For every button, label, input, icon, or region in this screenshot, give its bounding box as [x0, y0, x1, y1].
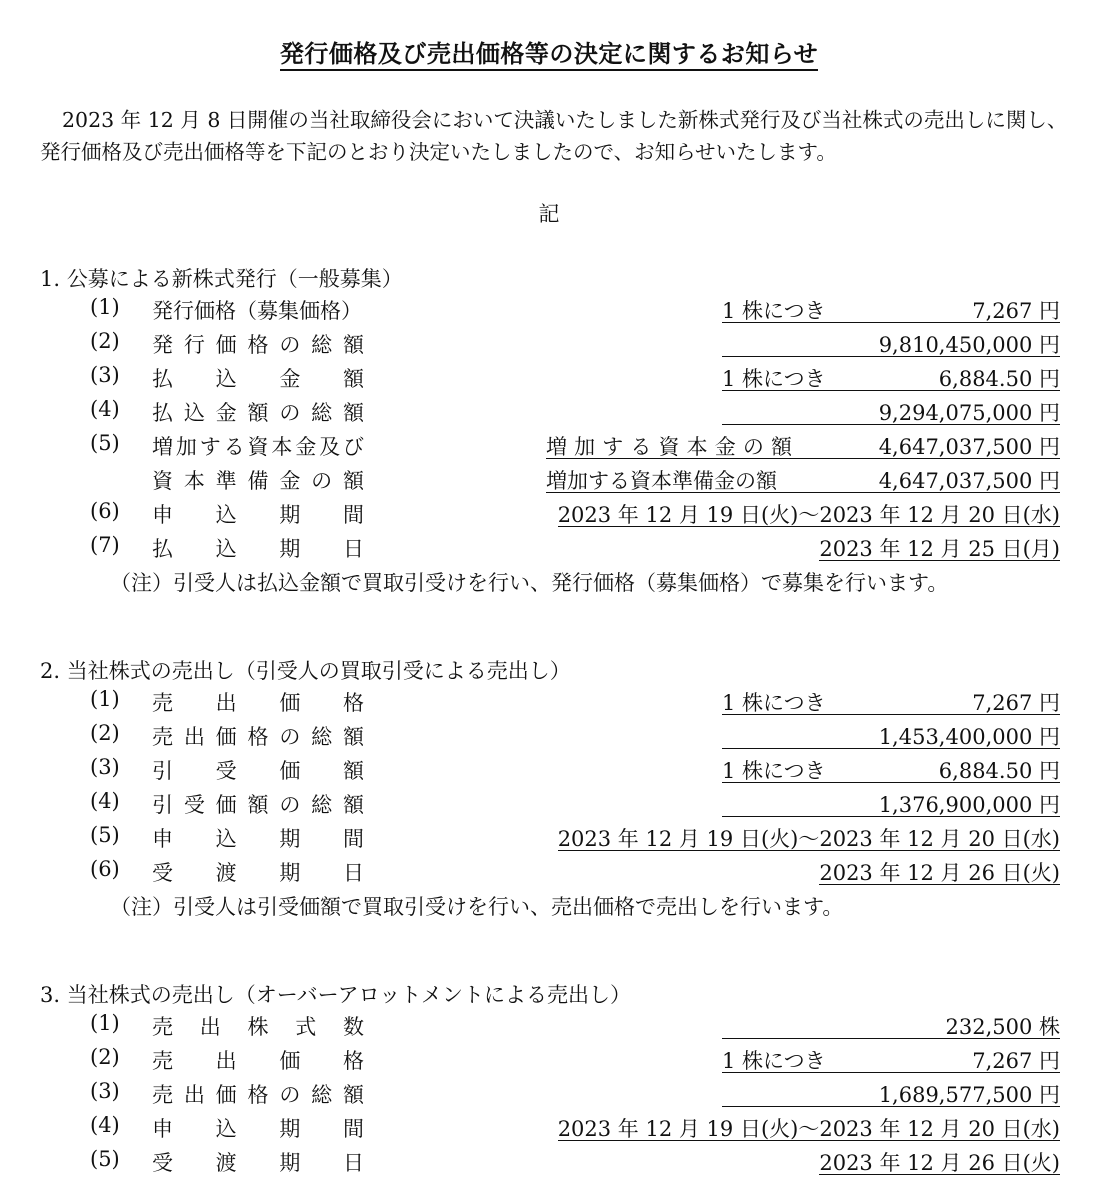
- s1-row-application-period: [0, 499, 1098, 533]
- item-label: 増 加 す る 資 本 金 及 び: [152, 435, 364, 459]
- item-number: (2): [90, 1045, 120, 1069]
- item-value: 2023 年 12 月 19 日(火)～2023 年 12 月 20 日(水): [558, 823, 1060, 851]
- value-box: [722, 397, 1060, 425]
- item-label: 売 出 価 格 の 総 額: [152, 725, 364, 749]
- item-number: (6): [90, 499, 120, 523]
- ki-marker: 記: [538, 202, 560, 226]
- item-label: 受 渡 期 日: [152, 861, 364, 885]
- item-value: 1,376,900,000 円: [878, 793, 1060, 817]
- item-number: (5): [90, 1147, 120, 1171]
- item-label: 申 込 期 間: [152, 827, 364, 851]
- item-value: 7,267 円: [972, 299, 1060, 323]
- item-value: 2023 年 12 月 19 日(火)～2023 年 12 月 20 日(水): [558, 499, 1060, 527]
- item-value: 2023 年 12 月 19 日(火)～2023 年 12 月 20 日(水): [558, 1113, 1060, 1141]
- item-label: 発 行 価 格 の 総 額: [152, 333, 364, 357]
- s1-row-capital-reserve: [0, 465, 1098, 499]
- s1-row-capital-increase: [0, 431, 1098, 465]
- item-label: 売 出 価 格: [152, 691, 364, 715]
- capital-amount: 4,647,037,500 円: [878, 435, 1060, 459]
- item-value: 7,267 円: [972, 691, 1060, 715]
- capital-value: [546, 431, 1060, 459]
- s3-row-delivery-date: [0, 1147, 1098, 1181]
- item-value: 7,267 円: [972, 1049, 1060, 1073]
- item-label: 発行価格（募集価格）: [152, 299, 362, 323]
- value-box: [722, 1045, 1060, 1073]
- item-label: 申 込 期 間: [152, 1117, 364, 1141]
- item-number: (2): [90, 329, 120, 353]
- item-number: (7): [90, 533, 120, 557]
- item-value: 6,884.50 円: [938, 367, 1060, 391]
- s1-row-payment-date: [0, 533, 1098, 567]
- section-3-heading: 3. 当社株式の売出し（オーバーアロットメントによる売出し）: [40, 983, 631, 1007]
- section-2-heading: 2. 当社株式の売出し（引受人の買取引受による売出し）: [40, 659, 571, 683]
- item-label: 払 込 期 日: [152, 537, 364, 561]
- section-1-note: （注）引受人は払込金額で買取引受けを行い、発行価格（募集価格）で募集を行います。: [110, 571, 949, 595]
- per-share-label: 1 株につき: [722, 759, 826, 783]
- capital-reserve-amount: 4,647,037,500 円: [878, 469, 1060, 493]
- s3-row-offer-price: [0, 1045, 1098, 1079]
- value-box: [722, 789, 1060, 817]
- item-number: (4): [90, 397, 120, 421]
- value-box: [722, 295, 1060, 323]
- s2-row-offer-total: [0, 721, 1098, 755]
- value-box: [722, 687, 1060, 715]
- item-value: 2023 年 12 月 26 日(火): [819, 1147, 1060, 1175]
- per-share-label: 1 株につき: [722, 1049, 826, 1073]
- s1-row-issue-total: [0, 329, 1098, 363]
- item-number: (1): [90, 687, 120, 711]
- item-value: 6,884.50 円: [938, 759, 1060, 783]
- per-share-label: 1 株につき: [722, 299, 826, 323]
- item-value: 2023 年 12 月 25 日(月): [819, 533, 1060, 561]
- value-box: [722, 1011, 1060, 1039]
- item-number: (3): [90, 1079, 120, 1103]
- s2-row-offer-price: [0, 687, 1098, 721]
- capital-sublabel: 増 加 す る 資 本 金 の 額: [546, 435, 792, 459]
- item-number: (4): [90, 789, 120, 813]
- item-value: 232,500 株: [945, 1015, 1060, 1039]
- s2-row-underwriting-total: [0, 789, 1098, 823]
- s2-row-delivery-date: [0, 857, 1098, 891]
- s3-row-application-period: [0, 1113, 1098, 1147]
- per-share-label: 1 株につき: [722, 367, 826, 391]
- item-value: 2023 年 12 月 26 日(火): [819, 857, 1060, 885]
- value-box: [722, 363, 1060, 391]
- item-label: 申 込 期 間: [152, 503, 364, 527]
- item-number: (4): [90, 1113, 120, 1137]
- item-number: (5): [90, 823, 120, 847]
- item-value: 1,689,577,500 円: [878, 1083, 1060, 1107]
- s2-row-application-period: [0, 823, 1098, 857]
- item-value: 9,810,450,000 円: [878, 333, 1060, 357]
- item-value: 1,453,400,000 円: [878, 725, 1060, 749]
- item-label: 売 出 価 格 の 総 額: [152, 1083, 364, 1107]
- section-2-note: （注）引受人は引受価額で買取引受けを行い、売出価格で売出しを行います。: [110, 895, 844, 919]
- item-number: (6): [90, 857, 120, 881]
- item-label: 引 受 価 額 の 総 額: [152, 793, 364, 817]
- per-share-label: 1 株につき: [722, 691, 826, 715]
- capital-reserve-value: [546, 465, 1060, 493]
- item-number: (5): [90, 431, 120, 455]
- item-label: 売 出 株 式 数: [152, 1015, 364, 1039]
- s1-row-issue-price: [0, 295, 1098, 329]
- s3-row-share-count: [0, 1011, 1098, 1045]
- item-label: 払 込 金 額: [152, 367, 364, 391]
- s1-row-payment-amount: [0, 363, 1098, 397]
- item-number: (2): [90, 721, 120, 745]
- item-label: 払 込 金 額 の 総 額: [152, 401, 364, 425]
- item-number: (1): [90, 1011, 120, 1035]
- value-box: [722, 721, 1060, 749]
- value-box: [722, 329, 1060, 357]
- document-title: [0, 34, 1098, 69]
- s3-row-offer-total: [0, 1079, 1098, 1113]
- item-number: (3): [90, 755, 120, 779]
- value-box: [722, 1079, 1060, 1107]
- intro-paragraph: 2023 年 12 月 8 日開催の当社取締役会において決議いたしました新株式発行及び当社株式の売出しに関し、発行価格及び売出価格等を下記のとおり決定いたしましたので、お知らせいたします。: [40, 108, 1068, 164]
- item-label: 受 渡 期 日: [152, 1151, 364, 1175]
- capital-reserve-sublabel: 増加する資本準備金の額: [546, 469, 777, 493]
- item-label: 資 本 準 備 金 の 額: [152, 469, 364, 493]
- item-value: 9,294,075,000 円: [878, 401, 1060, 425]
- section-1-heading: 1. 公募による新株式発行（一般募集）: [40, 267, 403, 291]
- item-label: 引 受 価 額: [152, 759, 364, 783]
- s1-row-payment-total: [0, 397, 1098, 431]
- item-label: 売 出 価 格: [152, 1049, 364, 1073]
- value-box: [722, 755, 1060, 783]
- item-number: (1): [90, 295, 120, 319]
- document-title-text: 発行価格及び売出価格等の決定に関するお知らせ: [280, 39, 818, 71]
- s2-row-underwriting-price: [0, 755, 1098, 789]
- item-number: (3): [90, 363, 120, 387]
